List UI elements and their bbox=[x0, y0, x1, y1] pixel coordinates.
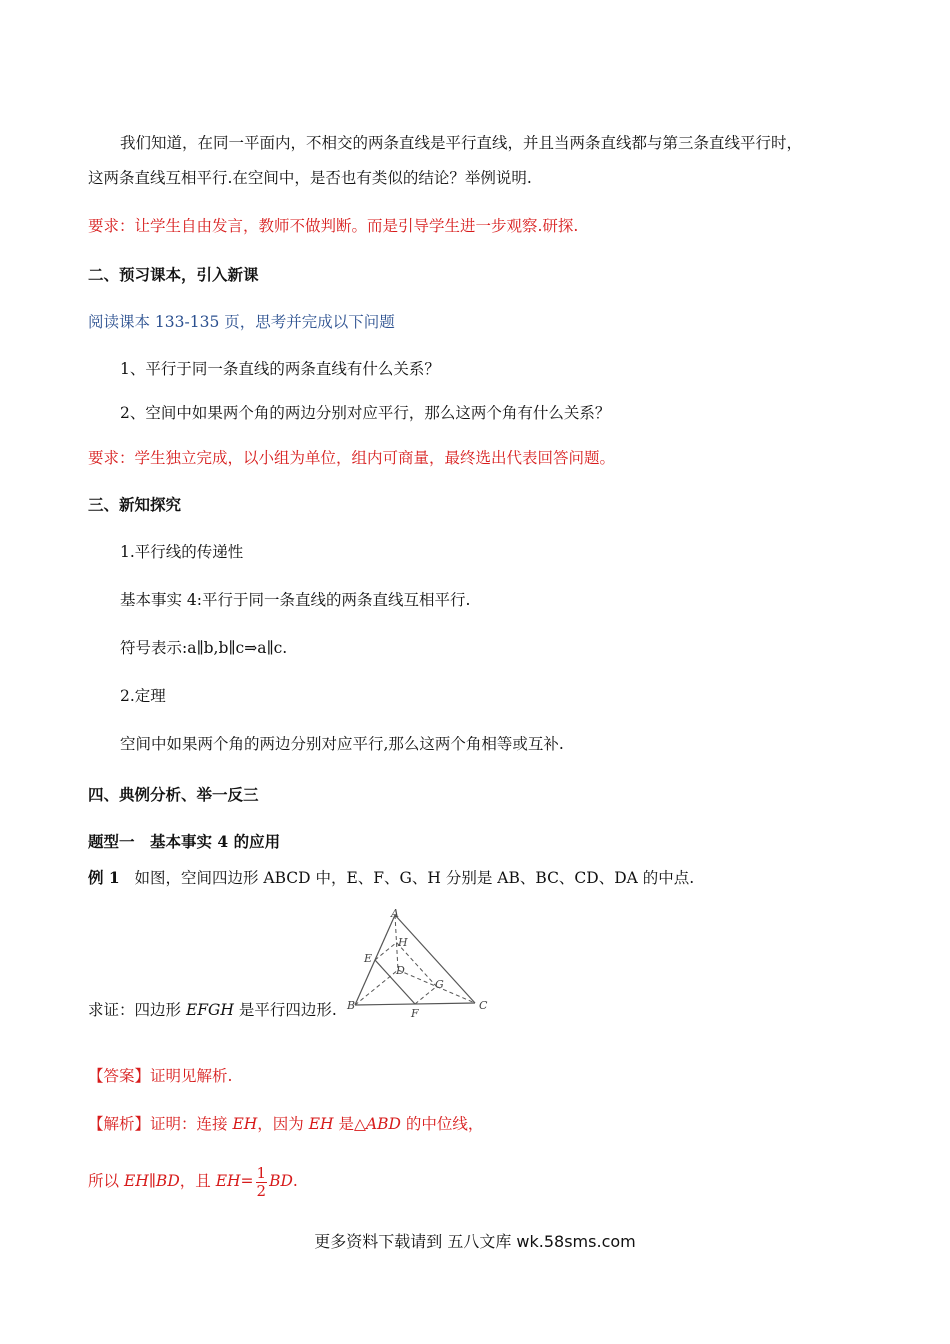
label-b: B bbox=[347, 999, 356, 1012]
question-1: 1、平行于同一条直线的两条直线有什么关系？ bbox=[120, 360, 440, 378]
example-1-label: 例 1 bbox=[88, 868, 120, 887]
requirement-1: 要求：让学生自由发言，教师不做判断。而是引导学生进一步观察.研探. bbox=[88, 217, 579, 235]
footer-link-text: 更多资料下载请到 五八文库 wk.58sms.com bbox=[314, 1232, 636, 1251]
label-g: G bbox=[435, 978, 444, 991]
question-2: 2、空间中如果两个角的两边分别对应平行，那么这两个角有什么关系？ bbox=[120, 404, 611, 422]
intro-line-2: 这两条直线互相平行.在空间中，是否也有类似的结论？举例说明. bbox=[88, 169, 532, 187]
example-1 bbox=[88, 868, 694, 888]
fraction-one-half: $\frac{1}{2}$ bbox=[256, 1163, 267, 1200]
analysis-line-2: 所以 EH∥BD，且 EH= $\frac{1}{2}$ BD. bbox=[88, 1163, 298, 1200]
segment-eh bbox=[375, 943, 397, 961]
segment-ef bbox=[375, 960, 415, 1004]
section-3-title: 三、新知探究 bbox=[88, 495, 182, 514]
answer-text: 证明见解析. bbox=[150, 1067, 233, 1085]
label-e: E bbox=[364, 952, 373, 965]
label-d: D bbox=[396, 964, 405, 977]
para-symbolic: 符号表示:a∥b,b∥c⇒a∥c. bbox=[120, 639, 288, 657]
para-basic-fact-4: 基本事实 4:平行于同一条直线的两条直线互相平行. bbox=[120, 591, 471, 609]
analysis-line-1: 【解析】证明：连接 EH，因为 EH 是△ABD 的中位线， bbox=[88, 1115, 484, 1133]
para-theorem: 空间中如果两个角的两边分别对应平行,那么这两个角相等或互补. bbox=[120, 735, 564, 753]
example-1-text: 如图，空间四边形 ABCD 中，E、F、G、H 分别是 AB、BC、CD、DA 的中点. bbox=[134, 869, 695, 887]
section-2-title: 二、预习课本，引入新课 bbox=[88, 265, 259, 284]
para-transitivity: 1.平行线的传递性 bbox=[120, 543, 244, 561]
intro-line-1: 我们知道，在同一平面内，不相交的两条直线是平行直线，并且当两条直线都与第三条直线平行时， bbox=[120, 134, 803, 152]
reading-instruction: 阅读课本 133-135 页，思考并完成以下问题 bbox=[88, 313, 395, 331]
edge-bd bbox=[355, 970, 398, 1005]
label-a: A bbox=[391, 907, 399, 920]
label-c: C bbox=[479, 999, 488, 1012]
segment-fg bbox=[415, 987, 437, 1005]
answer-label: 【答案】 bbox=[88, 1067, 151, 1085]
requirement-2: 要求：学生独立完成，以小组为单位，组内可商量，最终选出代表回答问题。 bbox=[88, 449, 616, 467]
prove-statement: 求证：四边形 EFGH 是平行四边形. bbox=[88, 1001, 337, 1019]
question-type-1: 题型一 基本事实 4 的应用 bbox=[88, 832, 281, 851]
section-4-title: 四、典例分析、举一反三 bbox=[88, 785, 259, 804]
label-h: H bbox=[398, 936, 408, 949]
para-theorem-heading: 2.定理 bbox=[120, 687, 166, 705]
label-f: F bbox=[411, 1007, 419, 1020]
quadrilateral-diagram bbox=[340, 905, 490, 1020]
answer-line bbox=[88, 1066, 232, 1086]
analysis-label: 【解析】 bbox=[88, 1115, 151, 1133]
